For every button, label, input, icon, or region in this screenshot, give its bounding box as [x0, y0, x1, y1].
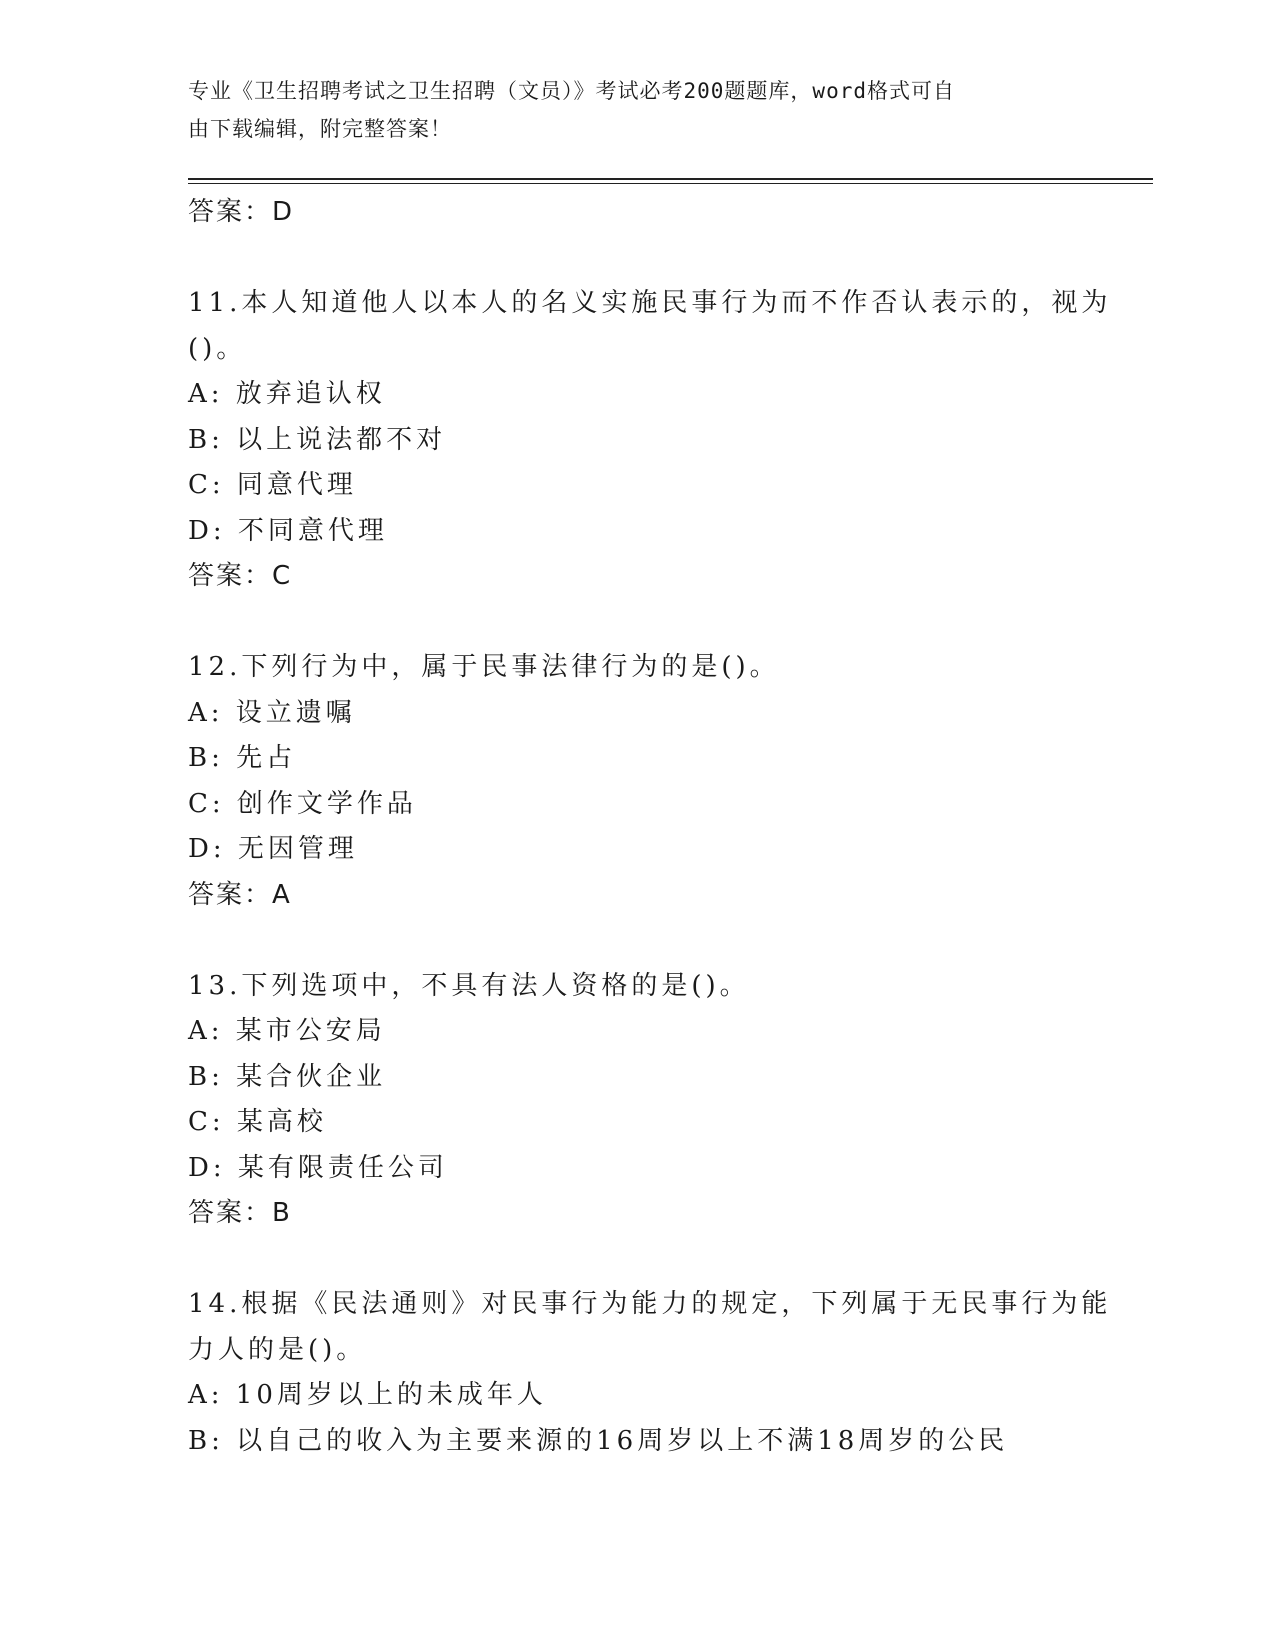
header-line-2: 由下载编辑，附完整答案！: [188, 117, 452, 141]
question-text: 13.下列选项中，不具有法人资格的是()。: [188, 970, 750, 1001]
option-b: B: 先占: [188, 743, 297, 773]
option-c: C: 某高校: [188, 1107, 327, 1137]
question-text-cont: 力人的是()。: [188, 1334, 367, 1365]
spacer: [188, 1237, 1088, 1283]
question-text: 14.根据《民法通则》对民事行为能力的规定，下列属于无民事行为能: [188, 1289, 1112, 1319]
option-b: B: 某合伙企业: [188, 1061, 387, 1092]
option-a: A: 放弃追认权: [188, 379, 386, 409]
header-divider-thin: [188, 183, 1153, 184]
option-a: A: 某市公安局: [188, 1016, 386, 1046]
answer-line: 答案：D: [188, 197, 295, 227]
answer-line: 答案：C: [188, 561, 293, 591]
option-b: B: 以上说法都不对: [188, 424, 447, 455]
spacer: [188, 600, 1088, 646]
option-b: B: 以自己的收入为主要来源的16周岁以上不满18周岁的公民: [188, 1425, 1009, 1456]
option-a: A: 10周岁以上的未成年人: [188, 1380, 547, 1410]
answer-line: 答案：A: [188, 879, 292, 910]
option-c: C: 同意代理: [188, 470, 357, 500]
option-d: D: 某有限责任公司: [188, 1152, 448, 1183]
question-13: [188, 964, 1088, 1237]
document-header: [188, 72, 1068, 148]
answer-line: 答案：B: [188, 1198, 292, 1228]
option-a: A: 设立遗嘱: [188, 697, 356, 728]
question-12: [188, 645, 1088, 918]
header-divider-thick: [188, 178, 1153, 180]
question-list: [188, 190, 1112, 1464]
question-14: [188, 1282, 1112, 1464]
question-text: 12.下列行为中，属于民事法律行为的是()。: [188, 652, 780, 682]
question-text: 11.本人知道他人以本人的名义实施民事行为而不作否认表示的，视为: [188, 288, 1112, 318]
option-d: D: 无因管理: [188, 834, 358, 864]
spacer: [188, 918, 1088, 964]
option-c: C: 创作文学作品: [188, 788, 417, 819]
spacer: [188, 236, 1088, 282]
question-text-cont: ()。: [188, 333, 247, 364]
question-11: [188, 281, 1112, 600]
header-line-1: 专业《卫生招聘考试之卫生招聘（文员）》考试必考200题题库，word格式可自: [188, 79, 955, 103]
option-d: D: 不同意代理: [188, 515, 388, 546]
